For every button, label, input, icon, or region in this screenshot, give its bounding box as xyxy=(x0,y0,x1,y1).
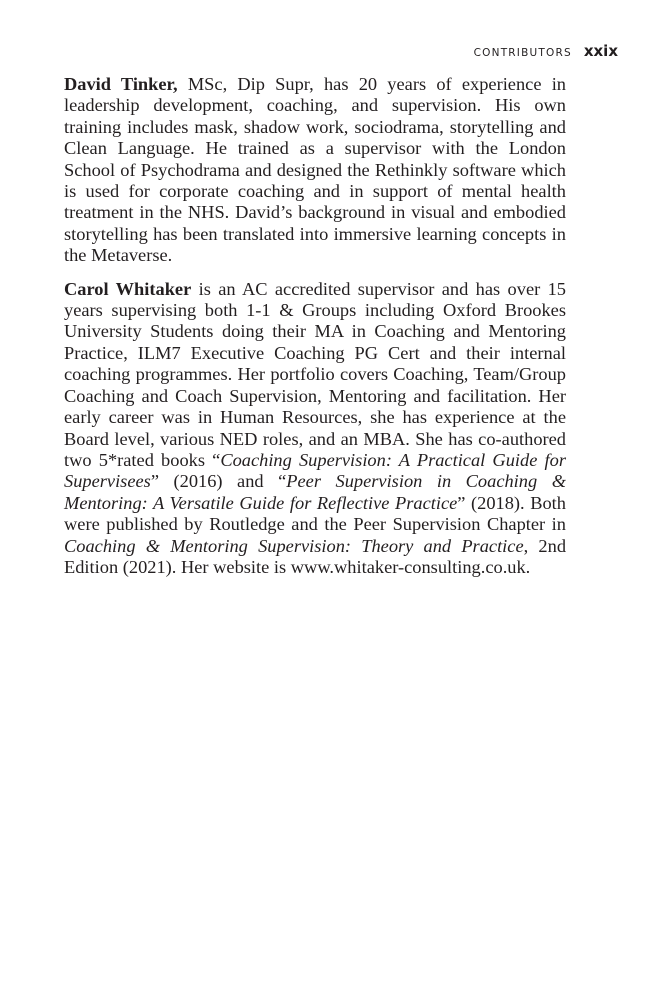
contributor-entry-carol-whitaker xyxy=(64,279,566,579)
contributors-list xyxy=(64,74,566,590)
book-title: Peer Supervision in Coaching & Mentoring: A Versatile Guide for Reflective Practice xyxy=(64,471,566,513)
contributor-bio: ” (2018). Both were published by Routledge and the Peer Supervision Chapter in xyxy=(64,492,566,535)
running-head xyxy=(474,42,618,60)
contributor-name: David Tinker, xyxy=(64,74,178,94)
contributor-bio: is an AC accredited supervisor and has over 15 years supervising both 1-1 & Groups including Oxford Brookes University Students doing their MA in Coaching and Mentoring Practice, ILM7 Executive Coaching PG Cert and their internal coaching programmes. Her portfolio covers Coaching, Team/Group Coaching and Coach Supervision, Mentoring and facilitation. Her early career was in Human Resources, she has experience at the Board level, various NED roles, and an MBA. She has co-authored two 5*rated books “ xyxy=(64,278,566,470)
contributor-bio: , 2nd Edition (2021). Her website is www.whitaker-consulting.co.uk. xyxy=(64,535,567,577)
book-title: Coaching Supervision: A Practical Guide for Supervisees xyxy=(64,449,566,492)
book-title: Coaching & Mentoring Supervision: Theory and Practice xyxy=(64,535,524,556)
section-label: CONTRIBUTORS xyxy=(473,47,572,59)
contributor-name: Carol Whitaker xyxy=(64,278,192,299)
contributor-entry-david-tinker xyxy=(64,74,566,267)
contributor-bio: MSc, Dip Supr, has 20 years of experience in leadership development, coaching, and supervision. His own training includes mask, shadow work, sociodrama, storytelling and Clean Language. He trained as a supervisor with the London School of Psychodrama and designed the Rethinkly software which is used for corporate coaching and in support of mental health treatment in the NHS. David’s background in visual and embodied storytelling has been translated into immersive learning concepts in the Metaverse. xyxy=(64,74,566,266)
contributor-bio: ” (2016) and “ xyxy=(150,471,287,492)
page-number: xxix xyxy=(583,42,618,60)
